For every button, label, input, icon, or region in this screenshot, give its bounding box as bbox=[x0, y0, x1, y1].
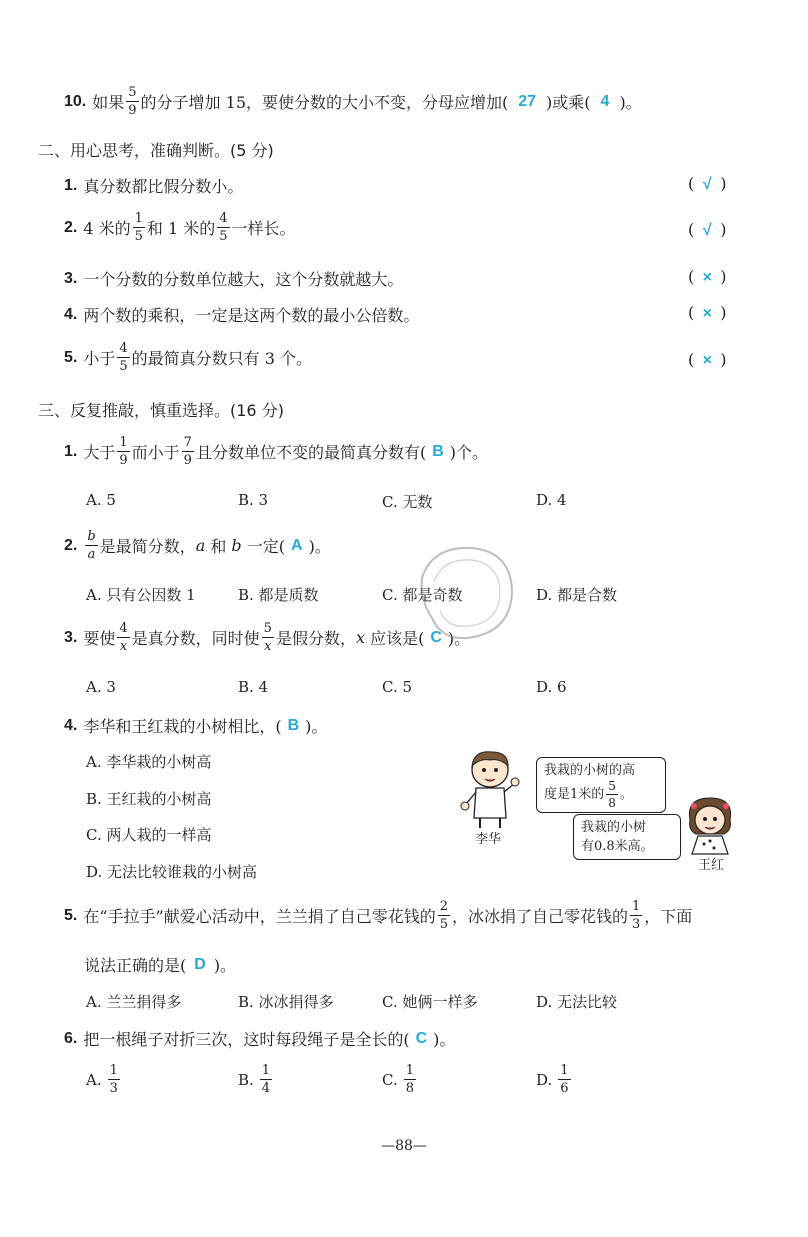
numerator: 2 bbox=[439, 899, 448, 914]
fraction bbox=[108, 1064, 120, 1095]
judge-answer bbox=[688, 303, 727, 323]
option-c: C. 都是奇数 bbox=[382, 586, 463, 604]
choice-question-6 bbox=[64, 1027, 455, 1050]
question-number: 4. bbox=[64, 716, 78, 734]
question-number: 3. bbox=[64, 628, 78, 646]
question-number: 1. bbox=[64, 176, 78, 194]
fraction bbox=[630, 900, 642, 931]
question-text: 应该是( bbox=[364, 629, 425, 648]
option-b bbox=[238, 1064, 274, 1095]
question-text: 一定( bbox=[241, 537, 286, 556]
fraction bbox=[558, 1064, 570, 1095]
denominator: 6 bbox=[560, 1081, 569, 1096]
question-number: 4. bbox=[64, 305, 78, 323]
question-text: 小于 bbox=[83, 349, 116, 368]
numerator: 1 bbox=[119, 435, 128, 450]
paren: ) bbox=[720, 267, 727, 286]
bubble-text: 我栽的小树的高 bbox=[544, 763, 636, 778]
numerator: 5 bbox=[263, 621, 272, 636]
numerator: 5 bbox=[128, 85, 137, 100]
paren: ) bbox=[720, 303, 727, 322]
option-c bbox=[382, 1064, 418, 1095]
choice-question-5 bbox=[64, 900, 692, 931]
judge-item bbox=[64, 342, 312, 373]
option-d: D. 4 bbox=[536, 491, 567, 509]
judge-item bbox=[64, 267, 403, 290]
speech-bubble-li-hua bbox=[536, 757, 666, 813]
option-c: C. 两人栽的一样高 bbox=[86, 826, 212, 844]
answer: 4 bbox=[600, 92, 610, 110]
option-a: A. 李华栽的小树高 bbox=[86, 753, 212, 771]
judge-answer bbox=[688, 350, 727, 370]
variable: b bbox=[231, 536, 242, 555]
denominator: 3 bbox=[109, 1081, 118, 1096]
fraction bbox=[117, 436, 129, 467]
judge-item bbox=[64, 212, 296, 243]
fraction bbox=[182, 436, 194, 467]
question-text: )或乘( bbox=[546, 93, 591, 112]
bubble-text: 。 bbox=[619, 787, 633, 802]
variable: a bbox=[195, 536, 206, 555]
option-c: C. 5 bbox=[382, 678, 413, 696]
option-d: D. 6 bbox=[536, 678, 567, 696]
question-text: 在“手拉手”献爱心活动中，兰兰捐了自己零花钱的 bbox=[83, 907, 436, 926]
question-text: ，下面 bbox=[644, 907, 693, 926]
option-d: D. 都是合数 bbox=[536, 586, 618, 604]
option-a: A. 只有公因数 1 bbox=[86, 586, 196, 604]
answer: 27 bbox=[518, 92, 537, 110]
numerator: 7 bbox=[183, 435, 192, 450]
option-letter: B. bbox=[238, 1070, 254, 1089]
fraction bbox=[133, 212, 145, 243]
option-a: A. 兰兰捐得多 bbox=[86, 993, 182, 1011]
question-number: 1. bbox=[64, 442, 78, 460]
answer: × bbox=[702, 305, 712, 322]
section-title: 三、反复推敲，慎重选择。(16 分) bbox=[38, 401, 284, 420]
paren: ) bbox=[720, 174, 727, 193]
question-text: )。 bbox=[433, 1030, 456, 1049]
question-text: 且分数单位不变的最简真分数有( bbox=[195, 443, 427, 462]
fraction bbox=[606, 780, 618, 809]
numerator: b bbox=[87, 529, 96, 544]
question-text: 一样长。 bbox=[231, 219, 296, 238]
judge-item bbox=[64, 303, 419, 326]
numerator: 5 bbox=[608, 779, 616, 793]
option-letter: C. bbox=[382, 1070, 398, 1089]
fraction bbox=[117, 622, 129, 653]
denominator: x bbox=[119, 639, 128, 654]
question-text: 说法正确的是( bbox=[84, 956, 187, 975]
question-number: 10. bbox=[64, 92, 87, 110]
denominator: 5 bbox=[134, 229, 143, 244]
denominator: 8 bbox=[405, 1081, 414, 1096]
question-text: 是最简分数， bbox=[99, 537, 196, 556]
question-text: )。 bbox=[447, 629, 471, 648]
choice-question-5-cont bbox=[84, 953, 236, 976]
denominator: 3 bbox=[632, 917, 641, 932]
question-text: )。 bbox=[308, 537, 331, 556]
question-text: 是假分数， bbox=[275, 629, 356, 648]
option-d bbox=[536, 1064, 573, 1095]
question-text: 李华和王红栽的小树相比，( bbox=[83, 717, 282, 736]
denominator: 9 bbox=[128, 103, 137, 118]
fraction bbox=[404, 1064, 416, 1095]
question-number: 2. bbox=[64, 536, 78, 554]
question-10 bbox=[64, 86, 642, 117]
judge-answer bbox=[688, 174, 727, 194]
numerator: 1 bbox=[261, 1063, 271, 1078]
paren: ( bbox=[688, 350, 695, 369]
page-number: —88— bbox=[381, 1138, 427, 1154]
variable: x bbox=[355, 628, 365, 647]
question-text: 的分子增加 15，要使分数的大小不变，分母应增加( bbox=[140, 93, 509, 112]
answer: × bbox=[702, 269, 712, 286]
question-number: 2. bbox=[64, 218, 78, 236]
fraction bbox=[262, 622, 274, 653]
bubble-text: 度是1米的 bbox=[544, 787, 605, 802]
option-letter: A. bbox=[86, 1070, 102, 1089]
bubble-text: 我栽的小树 bbox=[581, 820, 647, 835]
option-a: A. 5 bbox=[86, 491, 116, 509]
numerator: 1 bbox=[134, 211, 143, 226]
question-text: 如果 bbox=[92, 93, 125, 112]
fraction bbox=[126, 86, 138, 117]
option-d: D. 无法比较 bbox=[536, 993, 618, 1011]
bubble-text: 有0.8米高。 bbox=[581, 839, 654, 854]
option-c: C. 无数 bbox=[382, 493, 433, 511]
denominator: 5 bbox=[119, 359, 128, 374]
choice-question-4 bbox=[64, 714, 327, 737]
question-text: )。 bbox=[213, 956, 237, 975]
judge-answer bbox=[688, 220, 727, 240]
question-text: ，冰冰捐了自己零花钱的 bbox=[452, 907, 629, 926]
numerator: 1 bbox=[560, 1063, 569, 1078]
option-b: B. 王红栽的小树高 bbox=[86, 790, 212, 808]
paren: ) bbox=[720, 350, 727, 369]
option-b: B. 都是质数 bbox=[238, 586, 319, 604]
fraction bbox=[217, 212, 229, 243]
question-text: 要使 bbox=[83, 629, 116, 648]
question-number: 5. bbox=[64, 906, 78, 924]
paren: ) bbox=[720, 220, 727, 239]
option-c: C. 她俩一样多 bbox=[382, 993, 478, 1011]
question-text: 和 bbox=[205, 537, 232, 556]
paren: ( bbox=[688, 220, 695, 239]
question-text: )个。 bbox=[449, 443, 488, 462]
denominator: x bbox=[264, 639, 272, 654]
option-letter: D. bbox=[536, 1070, 553, 1089]
paren: ( bbox=[688, 174, 695, 193]
fraction bbox=[438, 900, 450, 931]
choice-question-2 bbox=[64, 530, 331, 561]
answer: D bbox=[194, 955, 206, 973]
answer: B bbox=[432, 442, 444, 460]
option-b: B. 冰冰捐得多 bbox=[238, 993, 334, 1011]
option-a: A. 3 bbox=[86, 678, 116, 696]
question-text: 大于 bbox=[83, 443, 116, 462]
option-d: D. 无法比较谁栽的小树高 bbox=[86, 863, 258, 881]
answer: × bbox=[702, 352, 712, 369]
option-b: B. 3 bbox=[238, 491, 269, 509]
judge-answer bbox=[688, 267, 727, 287]
section-title: 二、用心思考，准确判断。(5 分) bbox=[38, 141, 274, 160]
question-text: 把一根绳子对折三次，这时每段绳子是全长的( bbox=[83, 1030, 410, 1049]
question-text: 真分数都比假分数小。 bbox=[83, 177, 244, 196]
question-text: )。 bbox=[619, 93, 642, 112]
numerator: 1 bbox=[405, 1063, 414, 1078]
answer: A bbox=[291, 536, 303, 554]
answer: B bbox=[287, 716, 300, 734]
denominator: 4 bbox=[261, 1081, 271, 1096]
name-wang-hong: 王红 bbox=[698, 858, 725, 873]
boy-illustration bbox=[460, 748, 526, 832]
fraction bbox=[260, 1064, 272, 1095]
question-text: 和 1 米的 bbox=[146, 219, 216, 238]
paren: ( bbox=[688, 267, 695, 286]
question-text: )。 bbox=[305, 717, 328, 736]
speech-bubble-wang-hong bbox=[573, 814, 681, 860]
question-text: 一个分数的分数单位越大，这个分数就越大。 bbox=[83, 270, 404, 289]
option-a bbox=[86, 1064, 122, 1095]
choice-question-3 bbox=[64, 622, 470, 653]
question-number: 6. bbox=[64, 1029, 78, 1047]
numerator: 1 bbox=[632, 899, 641, 914]
answer: C bbox=[415, 1029, 428, 1047]
denominator: 8 bbox=[608, 796, 616, 810]
question-text: 两个数的乘积，一定是这两个数的最小公倍数。 bbox=[83, 306, 420, 325]
denominator: 9 bbox=[183, 453, 192, 468]
numerator: 1 bbox=[109, 1063, 118, 1078]
denominator: a bbox=[87, 547, 96, 562]
question-text: 而小于 bbox=[131, 443, 180, 462]
judge-item bbox=[64, 174, 243, 197]
fraction bbox=[85, 530, 97, 561]
girl-illustration bbox=[680, 794, 740, 856]
question-text: 4 米的 bbox=[83, 219, 131, 238]
fraction bbox=[117, 342, 129, 373]
choice-question-1 bbox=[64, 436, 488, 467]
answer: √ bbox=[702, 222, 712, 239]
answer: C bbox=[430, 628, 442, 646]
numerator: 4 bbox=[119, 621, 128, 636]
watermark-stamp bbox=[412, 538, 522, 648]
numerator: 4 bbox=[119, 341, 128, 356]
option-b: B. 4 bbox=[238, 678, 269, 696]
paren: ( bbox=[688, 303, 695, 322]
question-number: 3. bbox=[64, 269, 78, 287]
name-li-hua: 李华 bbox=[475, 832, 502, 847]
question-text: 的最简真分数只有 3 个。 bbox=[131, 349, 312, 368]
question-text: 是真分数，同时使 bbox=[131, 629, 260, 648]
denominator: 5 bbox=[439, 917, 448, 932]
denominator: 9 bbox=[119, 453, 128, 468]
denominator: 5 bbox=[219, 229, 228, 244]
answer: √ bbox=[702, 176, 712, 193]
numerator: 4 bbox=[219, 211, 228, 226]
question-number: 5. bbox=[64, 348, 78, 366]
